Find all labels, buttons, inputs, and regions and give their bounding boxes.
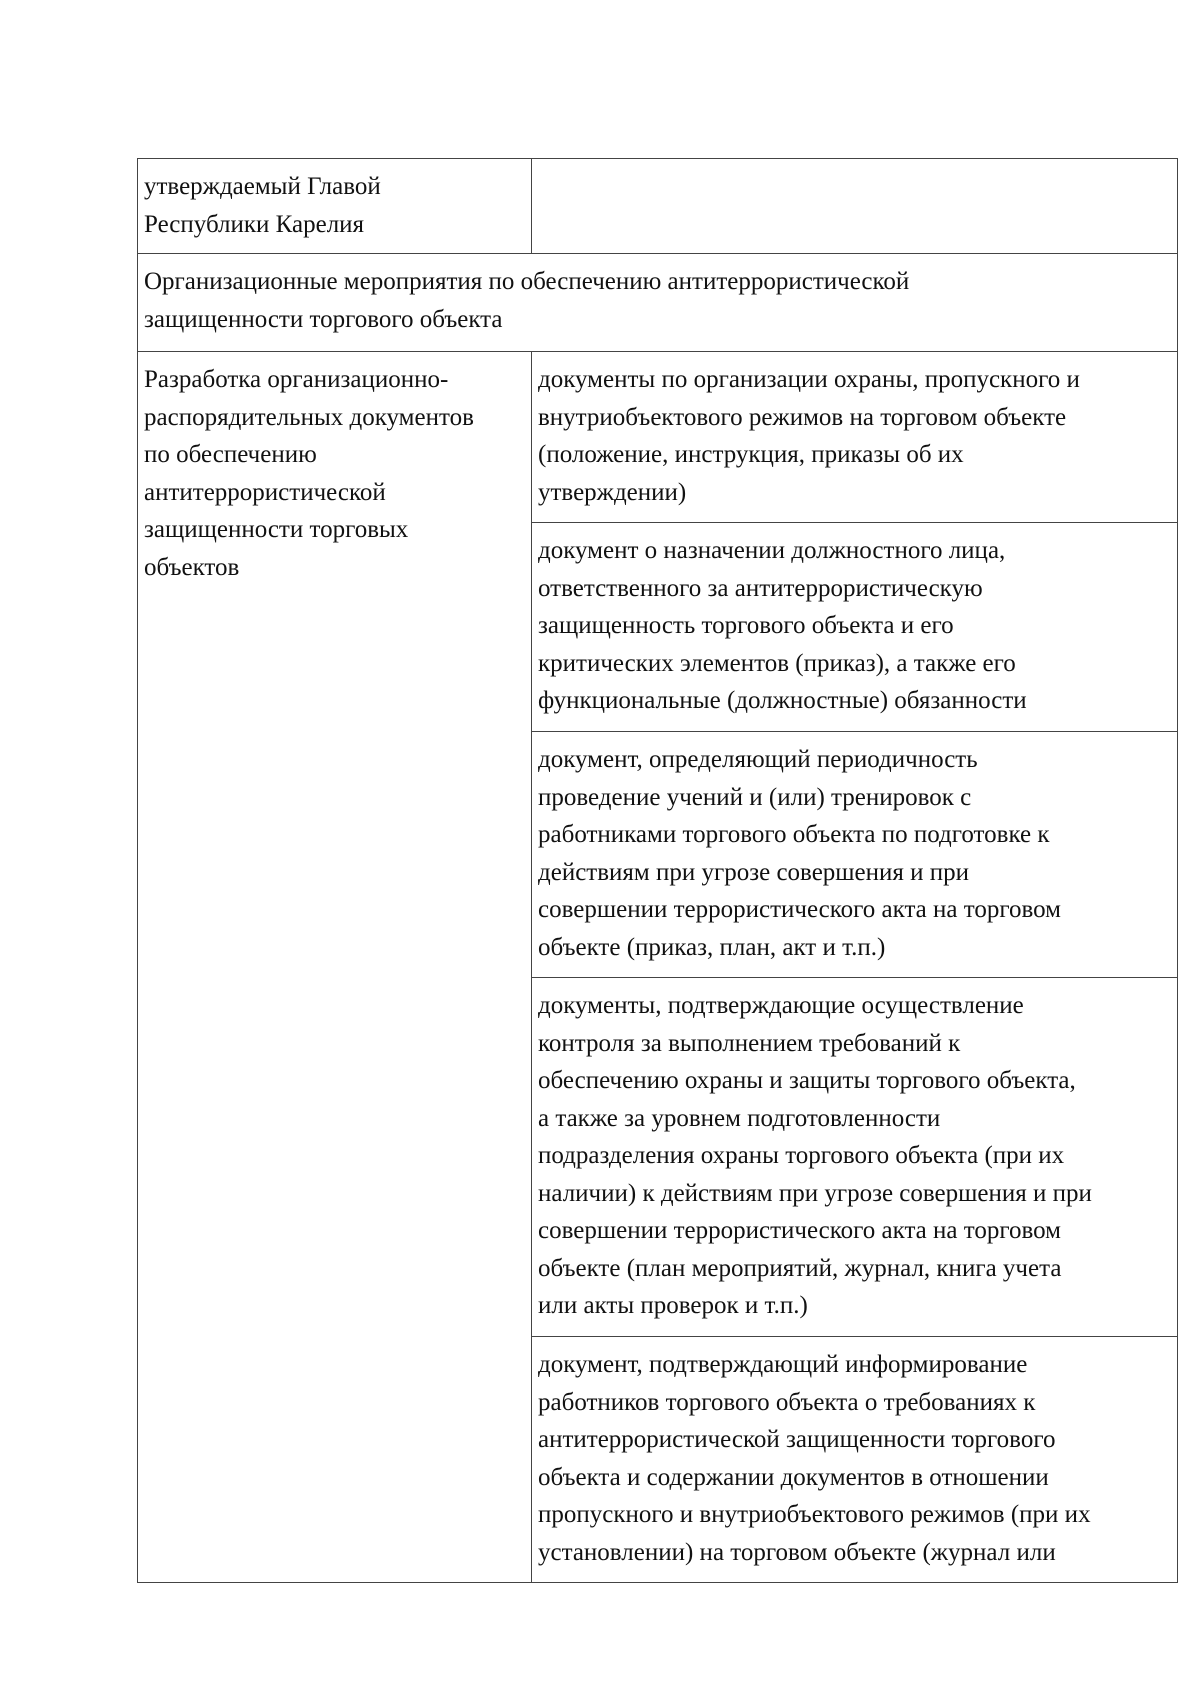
document-cell: документы по организации охраны, пропускного и внутриобъектового режимов на торговом объекте (положение, инструкция, приказы об их утверждении) [532, 352, 1178, 523]
table-row [138, 254, 1178, 352]
table-row [138, 159, 1178, 254]
document-cell: документ, подтверждающий информирование работников торгового объекта о требованиях к антитеррористической защищенности торгового объекта и содержании документов в отношении пропускного и внутриобъектового режимов (при их установлении) на торговом объекте (журнал или [532, 1337, 1178, 1583]
document-cell: документ о назначении должностного лица, ответственного за антитеррористическую защищенность торгового объекта и его критических элементов (приказ), а также его функциональные (должностные) обязанности [532, 523, 1178, 732]
empty-cell [532, 159, 1178, 254]
table-row [138, 352, 1178, 523]
activity-cell: Разработка организационно- распорядительных документов по обеспечению антитеррористической защищенности торговых объектов [138, 352, 532, 1583]
requirements-table [137, 158, 1178, 1583]
section-heading: Организационные мероприятия по обеспечению антитеррористической защищенности торгового объекта [138, 254, 1178, 352]
document-cell: документы, подтверждающие осуществление контроля за выполнением требований к обеспечению охраны и защиты торгового объекта, а также за уровнем подготовленности подразделения охраны торгового объекта (при их наличии) к действиям при угрозе совершения и при совершении террористического акта на торговом объекте (план мероприятий, журнал, книга учета или акты проверок и т.п.) [532, 978, 1178, 1337]
approval-cell: утверждаемый Главой Республики Карелия [138, 159, 532, 254]
document-cell: документ, определяющий периодичность проведение учений и (или) тренировок с работниками торгового объекта по подготовке к действиям при угрозе совершения и при совершении террористического акта на торговом объекте (приказ, план, акт и т.п.) [532, 732, 1178, 978]
